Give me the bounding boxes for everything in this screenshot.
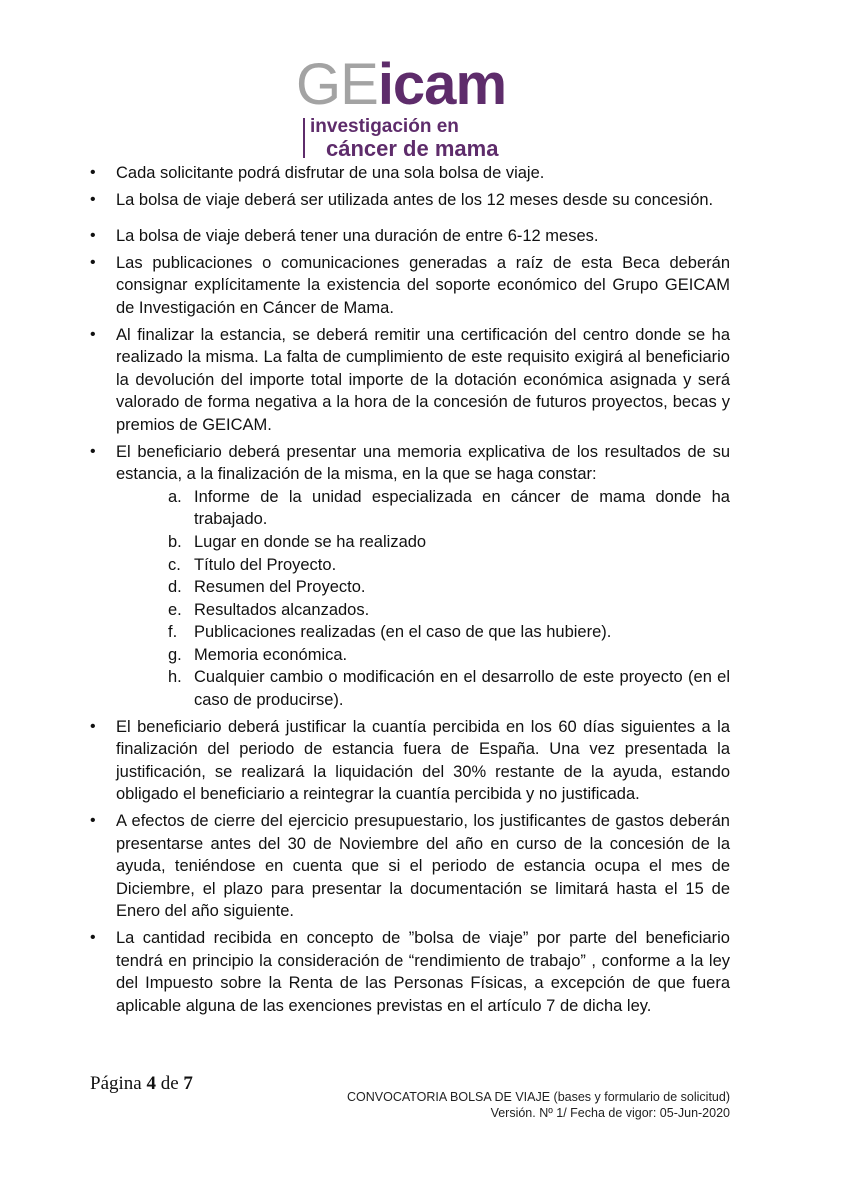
sublist-item: b. Lugar en donde se ha realizado	[168, 532, 427, 551]
document-body	[90, 162, 730, 1021]
sublist-item: d. Resumen del Proyecto.	[168, 578, 366, 597]
sublist-item: e. Resultados alcanzados.	[168, 600, 370, 619]
footer-title: CONVOCATORIA BOLSA DE VIAJE (bases y formulario de solicitud)	[346, 1090, 730, 1104]
bullet-item: • Cada solicitante podrá disfrutar de una sola bolsa de viaje.	[90, 162, 730, 185]
bullet-item: • La cantidad recibida en concepto de ”bolsa de viaje” por parte del beneficiario tendrá en principio la consideración de “rendimiento de trabajo” , conforme a la ley del Impuesto sobre la Renta de las Personas Físicas, a excepción de que fuera aplicable alguna de las exenciones previstas en el artículo 7 de dicha ley.	[90, 927, 730, 1017]
bullet-item: • La bolsa de viaje deberá tener una duración de entre 6-12 meses.	[90, 225, 730, 248]
logo-wordmark: GEicam	[296, 52, 507, 117]
bullet-item: • La bolsa de viaje deberá ser utilizada antes de los 12 meses desde su concesión.	[90, 189, 730, 212]
sublist-item: f. Publicaciones realizadas (en el caso de que las hubiere).	[168, 623, 612, 642]
logo-tagline-1: investigación en	[310, 116, 459, 137]
sublist-item: g. Memoria económica.	[168, 645, 348, 664]
bullet-item-text: El beneficiario deberá presentar una memoria explicativa de los resultados de su estancia, a la finalización de la misma, en la que se haga constar:	[116, 442, 730, 484]
memoria-sublist	[116, 486, 730, 712]
sublist-item: a. Informe de la unidad especializada en cáncer de mama donde ha trabajado.	[168, 487, 730, 529]
footer-version: Versión. Nº 1/ Fecha de vigor: 05-Jun-2020	[490, 1106, 730, 1120]
geicam-logo	[296, 52, 526, 164]
logo-divider	[303, 118, 305, 158]
sublist-item: h. Cualquier cambio o modificación en el desarrollo de este proyecto (en el caso de producirse).	[168, 668, 730, 710]
document-footer	[347, 1089, 730, 1121]
bullet-item: • Las publicaciones o comunicaciones generadas a raíz de esta Beca deberán consignar explícitamente la existencia del soporte económico del Grupo GEICAM de Investigación en Cáncer de Mama.	[90, 252, 730, 320]
bullet-list	[90, 162, 730, 1017]
logo-tagline-2: cáncer de mama	[326, 136, 499, 161]
bullet-item: • A efectos de cierre del ejercicio presupuestario, los justificantes de gastos deberán presentarse antes del 30 de Noviembre del año en curso de la concesión de la ayuda, teniéndose en cuenta que si el periodo de estancia ocupa el mes de Diciembre, el plazo para presentar la documentación se limitará hasta el 15 de Enero del año siguiente.	[90, 810, 730, 923]
page-number: Página 4 de 7	[90, 1073, 193, 1094]
sublist-item: c. Título del Proyecto.	[168, 555, 337, 574]
bullet-item	[90, 441, 730, 712]
bullet-item: • El beneficiario deberá justificar la cuantía percibida en los 60 días siguientes a la finalización del periodo de estancia fuera de España. Una vez presentada la justificación, se realizará la liquidación del 30% restante de la ayuda, estando obligado el beneficiario a reintegrar la cuantía percibida y no justificada.	[90, 716, 730, 806]
bullet-item: • Al finalizar la estancia, se deberá remitir una certificación del centro donde se ha realizado la misma. La falta de cumplimiento de este requisito exigirá al beneficiario la devolución del importe total importe de la dotación económica asignada y será valorado de forma negativa a la hora de la concesión de futuros proyectos, becas y premios de GEICAM.	[90, 324, 730, 437]
